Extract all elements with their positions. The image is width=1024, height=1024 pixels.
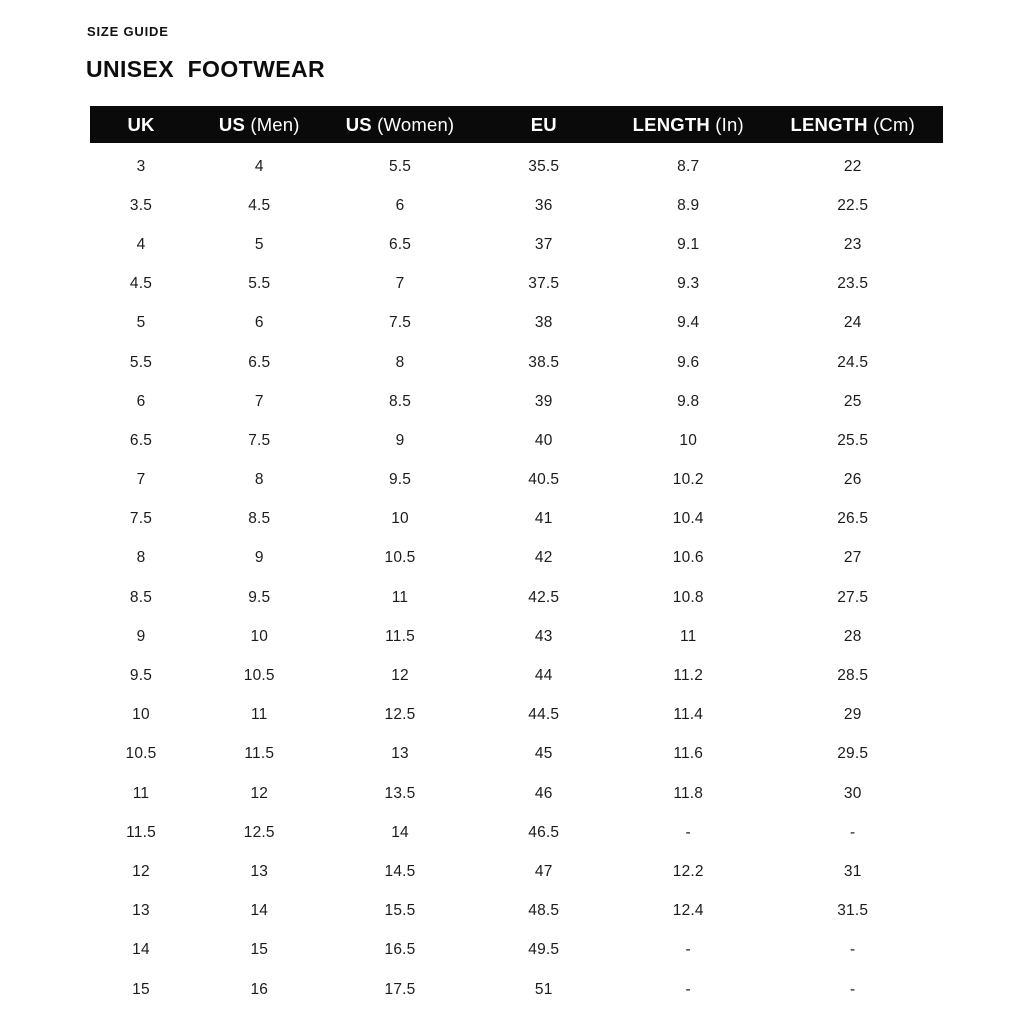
cell-us-men: 7 xyxy=(254,392,264,410)
cell-us-women: 6 xyxy=(395,196,405,214)
cell-us-men: 10 xyxy=(250,627,269,645)
table-row xyxy=(90,813,943,852)
table-row xyxy=(90,265,943,304)
cell-us-men: 8.5 xyxy=(248,510,271,528)
table-row xyxy=(90,539,943,578)
cell-length-in: 9.3 xyxy=(677,275,700,293)
column-header-length-cm: LENGTH (Cm) xyxy=(790,113,915,135)
cell-length-in: 8.7 xyxy=(677,157,700,175)
cell-length-cm: 24 xyxy=(843,314,862,332)
table-row xyxy=(90,852,943,891)
cell-us-women: 11.5 xyxy=(385,627,415,645)
cell-eu: 40.5 xyxy=(528,471,560,489)
table-row xyxy=(90,382,943,421)
cell-us-men: 4.5 xyxy=(248,196,271,214)
cell-uk: 9 xyxy=(136,627,146,645)
cell-length-in: 11.6 xyxy=(673,745,704,763)
cell-uk: 3 xyxy=(136,157,146,175)
cell-length-in: 11.8 xyxy=(673,784,704,802)
table-row xyxy=(90,970,943,1009)
cell-eu: 47 xyxy=(534,862,553,880)
column-header-us-men: US (Men) xyxy=(218,113,300,135)
column-header-eu: EU xyxy=(530,113,557,135)
cell-us-women: 14.5 xyxy=(384,862,416,880)
cell-length-in: 8.9 xyxy=(677,196,700,214)
cell-length-cm: - xyxy=(850,823,856,841)
cell-us-women: 16.5 xyxy=(384,941,416,959)
cell-length-in: 10.2 xyxy=(672,471,704,489)
cell-us-women: 9.5 xyxy=(388,471,412,489)
cell-length-in: - xyxy=(685,980,691,998)
cell-eu: 40 xyxy=(534,431,553,449)
cell-length-in: 9.8 xyxy=(677,392,700,410)
table-row xyxy=(90,186,943,225)
cell-length-cm: - xyxy=(850,941,856,959)
cell-uk: 6 xyxy=(136,392,146,410)
cell-length-cm: 28 xyxy=(843,627,862,645)
cell-us-women: 17.5 xyxy=(384,980,416,998)
cell-us-women: 10 xyxy=(391,510,409,528)
table-row xyxy=(90,774,943,813)
cell-us-men: 16 xyxy=(250,980,269,998)
cell-us-women: 12 xyxy=(391,667,409,685)
cell-length-cm: 25.5 xyxy=(837,431,869,449)
cell-uk: 11 xyxy=(132,784,150,802)
cell-eu: 37.5 xyxy=(528,275,560,293)
cell-us-men: 5 xyxy=(254,235,264,253)
table-row xyxy=(90,147,943,186)
cell-length-in: 10.6 xyxy=(672,549,704,567)
cell-us-women: 14 xyxy=(391,823,409,841)
cell-length-cm: 31 xyxy=(843,862,862,880)
cell-us-men: 5.5 xyxy=(248,275,271,293)
size-guide-label: SIZE GUIDE xyxy=(87,24,169,39)
cell-us-men: 7.5 xyxy=(248,431,271,449)
cell-uk: 11.5 xyxy=(126,823,156,841)
table-row xyxy=(90,617,943,656)
cell-us-men: 13 xyxy=(250,862,269,880)
cell-us-women: 9 xyxy=(395,431,405,449)
column-header-us-women: US (Women) xyxy=(345,113,455,135)
cell-us-men: 10.5 xyxy=(243,667,275,685)
cell-length-cm: 29 xyxy=(843,706,862,724)
cell-length-cm: 25 xyxy=(843,392,862,410)
cell-length-in: 10 xyxy=(679,431,698,449)
cell-us-women: 6.5 xyxy=(388,235,412,253)
cell-length-in: 12.4 xyxy=(672,902,704,920)
table-row xyxy=(90,343,943,382)
cell-us-women: 10.5 xyxy=(384,549,416,567)
cell-us-women: 12.5 xyxy=(384,706,416,724)
cell-uk: 5 xyxy=(136,314,146,332)
cell-uk: 12 xyxy=(132,862,150,880)
cell-uk: 4 xyxy=(136,235,146,253)
cell-length-cm: 28.5 xyxy=(837,667,869,685)
cell-uk: 10 xyxy=(132,706,150,724)
cell-eu: 46 xyxy=(534,784,553,802)
cell-length-cm: 23 xyxy=(843,235,862,253)
cell-us-men: 6 xyxy=(254,314,264,332)
cell-us-women: 7.5 xyxy=(388,314,412,332)
cell-us-women: 8 xyxy=(395,353,405,371)
cell-eu: 38 xyxy=(534,314,553,332)
cell-length-cm: 24.5 xyxy=(837,353,869,371)
cell-length-cm: 30 xyxy=(843,784,862,802)
cell-length-cm: 23.5 xyxy=(837,275,869,293)
table-row xyxy=(90,578,943,617)
cell-length-in: 9.4 xyxy=(677,314,700,332)
cell-length-cm: 29.5 xyxy=(837,745,869,763)
cell-eu: 51 xyxy=(534,980,553,998)
cell-eu: 42 xyxy=(534,549,553,567)
cell-uk: 3.5 xyxy=(129,196,153,214)
table-row xyxy=(90,500,943,539)
cell-us-women: 13 xyxy=(391,745,409,763)
cell-uk: 9.5 xyxy=(129,667,153,685)
cell-uk: 8.5 xyxy=(129,588,153,606)
cell-eu: 43 xyxy=(534,627,553,645)
cell-length-cm: 26.5 xyxy=(837,510,869,528)
cell-eu: 41 xyxy=(534,510,553,528)
cell-eu: 37 xyxy=(534,235,553,253)
cell-length-cm: 26 xyxy=(843,471,862,489)
cell-length-in: 11.2 xyxy=(673,667,704,685)
cell-us-women: 11 xyxy=(391,588,409,606)
cell-uk: 14 xyxy=(132,941,150,959)
cell-eu: 46.5 xyxy=(528,823,560,841)
cell-uk: 13 xyxy=(132,902,150,920)
cell-length-cm: 22.5 xyxy=(837,196,869,214)
cell-us-men: 8 xyxy=(254,471,264,489)
cell-length-cm: 22 xyxy=(843,157,862,175)
size-table-body xyxy=(90,143,943,1009)
cell-us-men: 9 xyxy=(254,549,264,567)
cell-eu: 48.5 xyxy=(528,902,560,920)
cell-length-in: - xyxy=(685,823,691,841)
cell-uk: 5.5 xyxy=(129,353,153,371)
cell-length-in: 11.4 xyxy=(673,706,704,724)
cell-uk: 4.5 xyxy=(129,275,153,293)
cell-uk: 8 xyxy=(136,549,146,567)
cell-us-women: 7 xyxy=(395,275,405,293)
cell-us-men: 4 xyxy=(254,157,264,175)
cell-us-men: 14 xyxy=(250,902,269,920)
page-title: UNISEX FOOTWEAR xyxy=(86,56,325,82)
cell-us-women: 5.5 xyxy=(388,157,412,175)
cell-us-men: 6.5 xyxy=(248,353,271,371)
cell-length-in: 11 xyxy=(679,627,697,645)
table-row xyxy=(90,735,943,774)
cell-uk: 6.5 xyxy=(129,431,153,449)
cell-us-men: 9.5 xyxy=(248,588,271,606)
cell-eu: 35.5 xyxy=(528,157,560,175)
cell-length-in: 9.1 xyxy=(677,235,700,253)
cell-eu: 36 xyxy=(534,196,553,214)
cell-us-men: 15 xyxy=(250,941,269,959)
column-header-uk: UK xyxy=(127,113,155,135)
cell-us-men: 11 xyxy=(251,706,268,724)
cell-eu: 49.5 xyxy=(528,941,560,959)
cell-uk: 15 xyxy=(132,980,150,998)
table-row xyxy=(90,225,943,264)
cell-eu: 45 xyxy=(534,745,553,763)
cell-eu: 44 xyxy=(534,667,553,685)
cell-uk: 7.5 xyxy=(129,510,153,528)
table-row xyxy=(90,696,943,735)
cell-length-cm: 27 xyxy=(843,549,862,567)
size-table-header-row xyxy=(90,106,943,143)
cell-us-men: 11.5 xyxy=(244,745,275,763)
cell-length-in: 12.2 xyxy=(672,862,704,880)
size-conversion-table xyxy=(90,106,943,1009)
cell-eu: 38.5 xyxy=(528,353,560,371)
table-row xyxy=(90,461,943,500)
cell-eu: 39 xyxy=(534,392,553,410)
cell-uk: 7 xyxy=(136,471,146,489)
table-row xyxy=(90,892,943,931)
cell-us-women: 8.5 xyxy=(388,392,412,410)
cell-length-cm: 27.5 xyxy=(837,588,869,606)
cell-uk: 10.5 xyxy=(125,745,157,763)
table-row xyxy=(90,304,943,343)
cell-us-men: 12.5 xyxy=(243,823,275,841)
cell-us-women: 13.5 xyxy=(384,784,416,802)
table-row xyxy=(90,421,943,460)
cell-length-in: 10.8 xyxy=(672,588,704,606)
table-row xyxy=(90,656,943,695)
cell-us-women: 15.5 xyxy=(384,902,416,920)
cell-length-in: 10.4 xyxy=(672,510,704,528)
cell-us-men: 12 xyxy=(250,784,269,802)
cell-eu: 42.5 xyxy=(528,588,560,606)
table-row xyxy=(90,931,943,970)
cell-length-in: - xyxy=(685,941,691,959)
cell-length-cm: 31.5 xyxy=(837,902,869,920)
cell-length-cm: - xyxy=(850,980,856,998)
column-header-length-in: LENGTH (In) xyxy=(632,113,744,135)
cell-length-in: 9.6 xyxy=(677,353,700,371)
cell-eu: 44.5 xyxy=(528,706,560,724)
